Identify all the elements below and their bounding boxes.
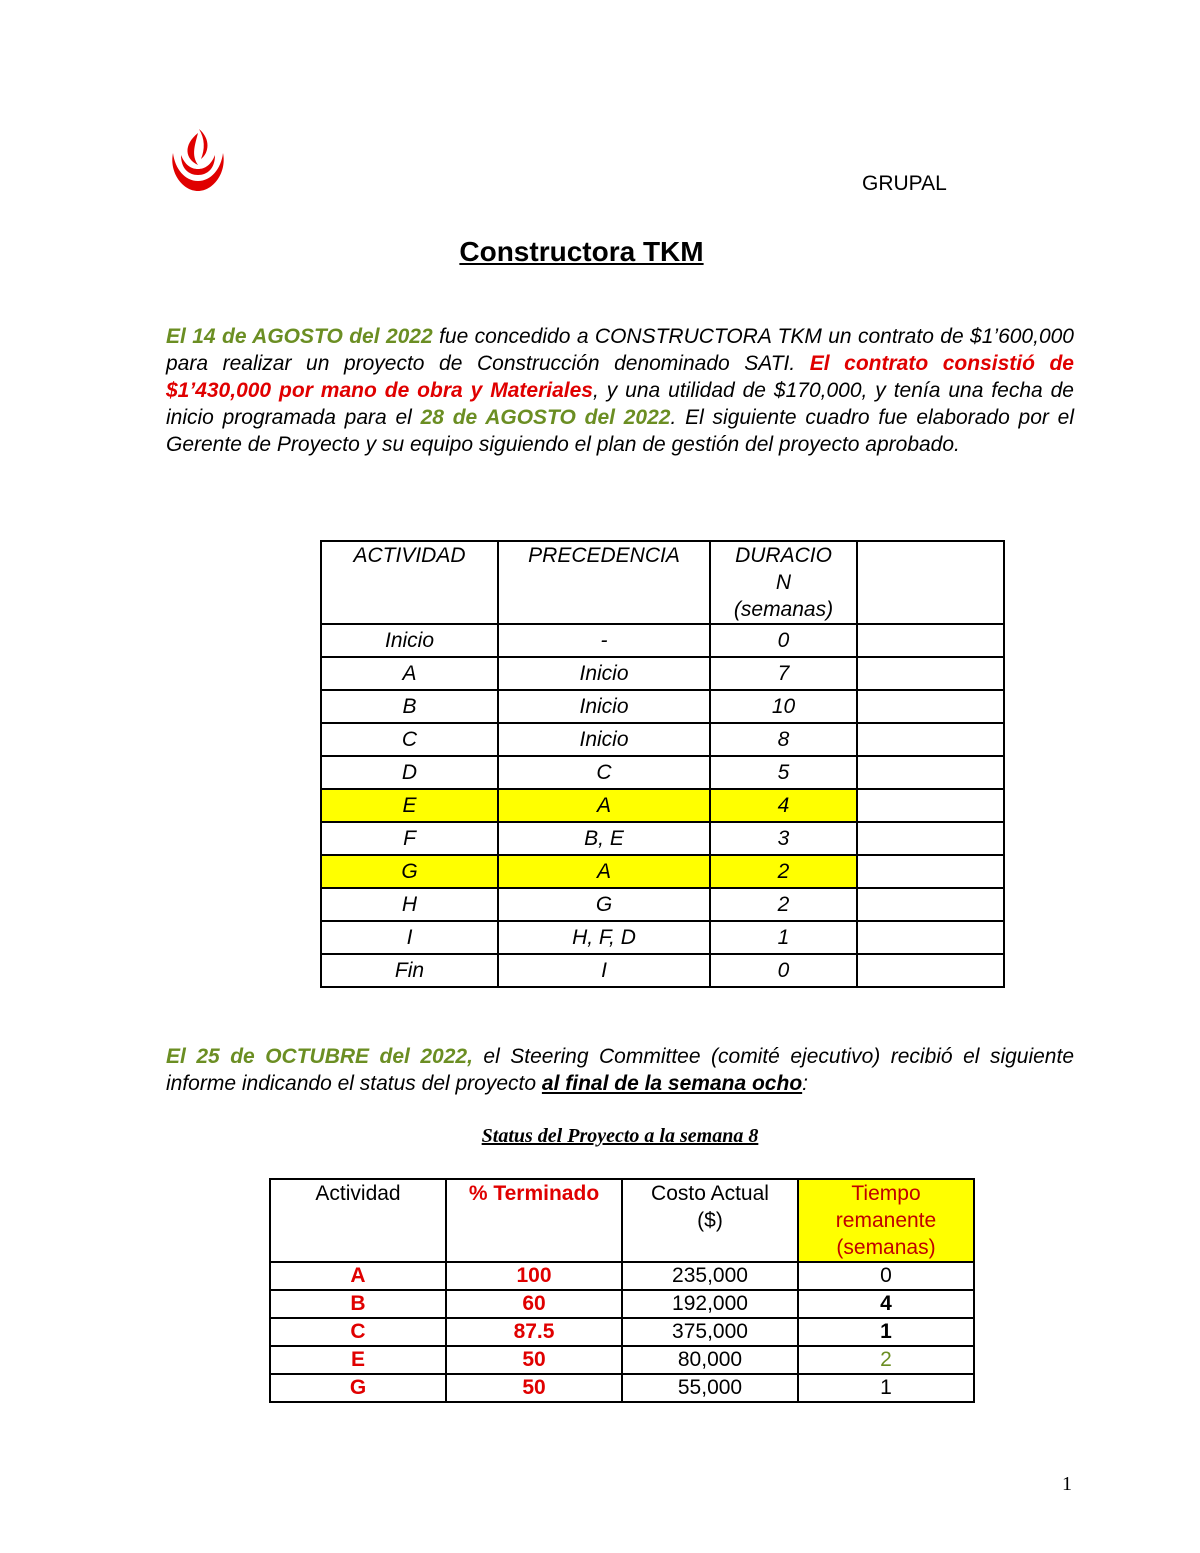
report-date-text: El 25 de OCTUBRE del 2022,	[166, 1045, 473, 1068]
table-cell: H	[321, 888, 498, 921]
table-cell: Fin	[321, 954, 498, 987]
table-cell: 80,000	[622, 1346, 798, 1374]
header-cell	[710, 541, 857, 624]
table-cell: A	[498, 789, 710, 822]
table-row	[321, 954, 1004, 987]
table-cell: 5	[710, 756, 857, 789]
table-cell: 2	[798, 1346, 974, 1374]
table-cell: C	[498, 756, 710, 789]
intro-paragraph	[166, 323, 1074, 458]
table-cell: C	[270, 1318, 446, 1346]
table-header-row	[270, 1179, 974, 1262]
table-cell: B	[270, 1290, 446, 1318]
header-cell: % Terminado	[446, 1179, 622, 1262]
remaining-header: Tiempo remanente (semanas)	[835, 1182, 937, 1259]
page-number: 1	[1062, 1473, 1072, 1495]
table-cell	[857, 624, 1004, 657]
table-cell: B, E	[498, 822, 710, 855]
table-cell	[857, 657, 1004, 690]
table-cell: 1	[710, 921, 857, 954]
paragraph-text: . El siguiente cuadro fue elaborado por el Gerente de Proyecto y su equipo siguiendo el plan de gestión del proyecto aprobado.	[166, 406, 1074, 456]
table-cell: B	[321, 690, 498, 723]
table-row	[321, 822, 1004, 855]
table-cell: -	[498, 624, 710, 657]
table-cell: 3	[710, 822, 857, 855]
table-cell: A	[270, 1262, 446, 1290]
table-cell: 7	[710, 657, 857, 690]
table-cell: E	[270, 1346, 446, 1374]
table-row	[270, 1318, 974, 1346]
duration-header: DURACIO N (semanas)	[733, 544, 834, 621]
header-cell: ACTIVIDAD	[321, 541, 498, 624]
status-table	[269, 1178, 975, 1403]
table-cell: 8	[710, 723, 857, 756]
paragraph-text: fue concedido a CONSTRUCTORA TKM un contrato de $1’600,000 para realizar un proyecto de Construcción denominado SATI.	[166, 325, 1074, 375]
table-cell	[857, 789, 1004, 822]
table-cell: 4	[798, 1290, 974, 1318]
table-cell	[857, 690, 1004, 723]
table-cell: A	[321, 657, 498, 690]
university-logo	[163, 125, 233, 195]
table-cell: 55,000	[622, 1374, 798, 1402]
table-cell: Inicio	[321, 624, 498, 657]
table-cell: 10	[710, 690, 857, 723]
table-cell: 0	[798, 1262, 974, 1290]
contract-text: El contrato consistió de $1’430,000 por mano de obra y Materiales	[166, 352, 1074, 402]
table-cell: Inicio	[498, 723, 710, 756]
table-row	[270, 1290, 974, 1318]
table-cell: 235,000	[622, 1262, 798, 1290]
table-cell: G	[321, 855, 498, 888]
table-row	[321, 657, 1004, 690]
table-cell: 192,000	[622, 1290, 798, 1318]
table-cell	[857, 921, 1004, 954]
table-cell: Inicio	[498, 657, 710, 690]
table-row	[321, 921, 1004, 954]
table-cell: G	[270, 1374, 446, 1402]
table-cell: 375,000	[622, 1318, 798, 1346]
status-paragraph	[166, 1043, 1074, 1097]
table-cell: 2	[710, 888, 857, 921]
table-cell: 0	[710, 954, 857, 987]
table-row-highlighted	[321, 789, 1004, 822]
table-cell: 50	[446, 1374, 622, 1402]
table-row	[270, 1346, 974, 1374]
table-cell: 1	[798, 1374, 974, 1402]
cost-header: Costo Actual ($)	[651, 1182, 769, 1232]
table-row	[270, 1374, 974, 1402]
status-table-title: Status del Proyecto a la semana 8	[481, 1125, 759, 1147]
header-cell	[622, 1179, 798, 1262]
table-cell: I	[498, 954, 710, 987]
table-cell: 87.5	[446, 1318, 622, 1346]
table-cell: E	[321, 789, 498, 822]
table-row	[321, 756, 1004, 789]
table-cell	[857, 888, 1004, 921]
table-cell	[857, 723, 1004, 756]
table-cell: G	[498, 888, 710, 921]
week-eight-text: al final de la semana ocho	[541, 1072, 803, 1095]
table-cell: 2	[710, 855, 857, 888]
header-cell	[857, 541, 1004, 624]
table-cell: D	[321, 756, 498, 789]
table-header-row	[321, 541, 1004, 624]
table-row	[321, 888, 1004, 921]
table-cell: C	[321, 723, 498, 756]
header-cell	[798, 1179, 974, 1262]
table-cell: 60	[446, 1290, 622, 1318]
table-row	[270, 1262, 974, 1290]
document-title: Constructora TKM	[459, 236, 704, 267]
table-cell: Inicio	[498, 690, 710, 723]
scheduled-date-text: 28 de AGOSTO del 2022	[420, 406, 671, 429]
table-cell: A	[498, 855, 710, 888]
table-cell: F	[321, 822, 498, 855]
paragraph-text: el Steering Committee (comité ejecutivo) recibió el siguiente informe indicando el status del proyecto	[166, 1045, 1075, 1095]
table-cell: 50	[446, 1346, 622, 1374]
table-cell: 100	[446, 1262, 622, 1290]
table-cell	[857, 954, 1004, 987]
header-cell: Actividad	[270, 1179, 446, 1262]
paragraph-text: , y una utilidad de $170,000, y tenía una fecha de inicio programada para el	[166, 379, 1074, 429]
table-row	[321, 624, 1004, 657]
table-row	[321, 723, 1004, 756]
activity-table	[320, 540, 1005, 988]
paragraph-text: :	[802, 1072, 808, 1095]
start-date-text: El 14 de AGOSTO del 2022	[166, 325, 433, 348]
table-cell: 1	[798, 1318, 974, 1346]
table-cell	[857, 756, 1004, 789]
table-cell: 4	[710, 789, 857, 822]
table-cell: I	[321, 921, 498, 954]
table-cell: 0	[710, 624, 857, 657]
table-cell	[857, 855, 1004, 888]
group-label: GRUPAL	[862, 172, 947, 195]
table-cell: H, F, D	[498, 921, 710, 954]
header-cell: PRECEDENCIA	[498, 541, 710, 624]
table-cell	[857, 822, 1004, 855]
table-row-highlighted	[321, 855, 1004, 888]
table-row	[321, 690, 1004, 723]
